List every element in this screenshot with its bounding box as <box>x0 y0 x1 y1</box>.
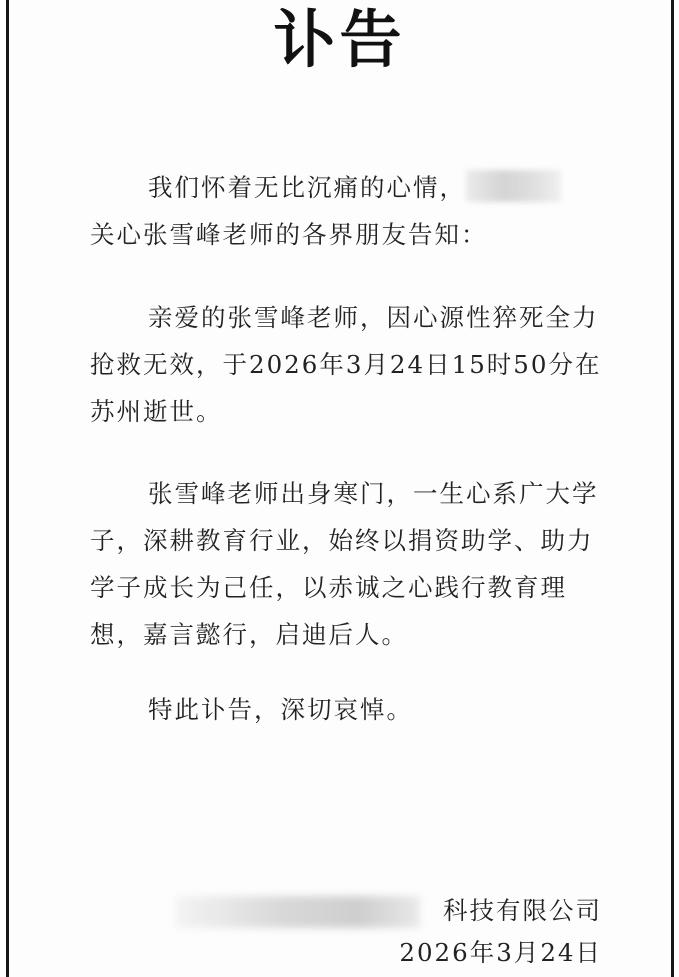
announcement-line-1 <box>90 164 610 211</box>
obituary-title: 讣告 <box>273 3 406 76</box>
paragraph-death-notice <box>90 294 610 435</box>
left-border <box>6 0 9 977</box>
signature-company: 科技有限公司 <box>443 896 602 925</box>
blurred-redaction <box>466 170 561 202</box>
announcement-text: 我们怀着无比沉痛的心情， <box>148 173 466 202</box>
announcement-line-2: 关心张雪峰老师的各界朋友告知： <box>90 220 488 249</box>
right-border <box>671 0 674 977</box>
closing-text: 特此讣告，深切哀悼。 <box>148 695 413 724</box>
death-notice-text: 亲爱的张雪峰老师，因心源性猝死全力抢救无效，于2026年3月24日15时50分在苏州逝世。 <box>90 303 602 426</box>
paragraph-closing <box>90 686 610 733</box>
paragraph-announcement <box>90 164 610 258</box>
signature-date: 2026年3月24日 <box>399 938 602 967</box>
paragraph-tribute <box>90 470 610 658</box>
tribute-text: 张雪峰老师出身寒门，一生心系广大学子，深耕教育行业，始终以捐资助学、助力学子成长为己任，以赤诚之心践行教育理想，嘉言懿行，启迪后人。 <box>90 479 599 649</box>
